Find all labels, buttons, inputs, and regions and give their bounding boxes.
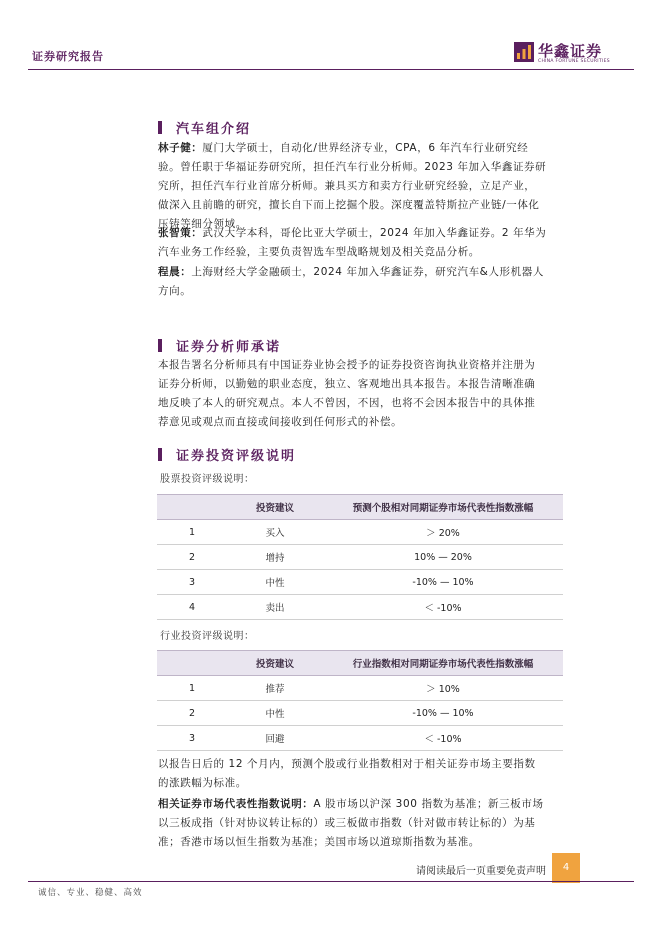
member-bio-1: 林子健：厦门大学硕士，自动化/世界经济专业，CPA，6 年汽车行业研究经 验。曾任职于华福证券研究所，担任汽车行业分析师。2023 年加入华鑫证券研 究所，担任汽车行业首席分析师。兼具买方和卖方行业研究经验，立足产业， 做深入且前瞻的研究，擅长自下而上挖掘个股。深度覆盖特斯拉产业链/一体化 压铸等细分领域。	[158, 142, 547, 230]
table-header-row: 投资建议 行业指数相对同期证券市场代表性指数涨幅	[157, 651, 563, 676]
page-number: 4	[552, 853, 580, 883]
industry-rating-caption: 行业投资评级说明：	[160, 631, 255, 642]
heading-bar	[158, 121, 162, 134]
table-row: 1 推荐 ＞ 10%	[157, 676, 563, 701]
member-name: 程晨：	[158, 266, 192, 278]
member-name: 张智策：	[158, 227, 203, 239]
member-bio-2: 张智策：武汉大学本科，哥伦比亚大学硕士，2024 年加入华鑫证券。2 年华为 汽车业务工作经验，主要负责智选车型战略规划及相关竞品分析。	[158, 227, 547, 258]
report-type-title: 证券研究报告	[32, 50, 104, 63]
member-name: 林子健：	[158, 142, 203, 154]
industry-rating-table	[157, 650, 563, 751]
table-row: 2 中性 -10% — 10%	[157, 701, 563, 726]
stock-rating-table	[157, 494, 563, 620]
commitment-text: 本报告署名分析师具有中国证券业协会授予的证券投资咨询执业资格并注册为 证券分析师，以勤勉的职业态度，独立、客观地出具本报告。本报告清晰准确 地反映了本人的研究观点。本人不曾因，不因，也将不会因本报告中的具体推 荐意见或观点而直接或间接收到任何形式的补偿。	[158, 359, 536, 428]
disclaimer-notice: 请阅读最后一页重要免责声明	[416, 866, 546, 877]
stock-rating-caption: 股票投资评级说明：	[160, 474, 255, 485]
index-note-label: 相关证券市场代表性指数说明：	[158, 798, 314, 810]
logo-mark-icon	[514, 42, 534, 62]
logo-english-name: CHINA FORTUNE SECURITIES	[538, 59, 610, 64]
member-bio-3: 程晨：上海财经大学金融硕士，2024 年加入华鑫证券，研究汽车&人形机器人 方向。	[158, 266, 544, 297]
footer-slogan: 诚信、专业、稳健、高效	[38, 888, 143, 898]
table-row: 3 回避 ＜ -10%	[157, 726, 563, 751]
footer-divider	[28, 881, 634, 882]
heading-bar	[158, 339, 162, 352]
index-note: 相关证券市场代表性指数说明：A 股市场以沪深 300 指数为基准；新三板市场 以三板成指（针对协议转让标的）或三板做市指数（针对做市转让标的）为基 准；香港市场以恒生指数为基准；美国市场以道琼斯指数为基准。	[158, 798, 544, 848]
rating-heading: 证券投资评级说明	[158, 445, 296, 464]
table-row: 1 买入 ＞ 20%	[157, 520, 563, 545]
company-logo	[514, 40, 634, 68]
table-row: 3 中性 -10% — 10%	[157, 570, 563, 595]
table-row: 4 卖出 ＜ -10%	[157, 595, 563, 620]
header-divider	[28, 69, 634, 70]
logo-chinese-name: 华鑫证券	[538, 42, 603, 60]
team-heading: 汽车组介绍	[158, 118, 251, 137]
heading-bar	[158, 448, 162, 461]
commitment-heading: 证券分析师承诺	[158, 336, 281, 355]
rating-note: 以报告日后的 12 个月内，预测个股或行业指数相对于相关证券市场主要指数 的涨跌幅为标准。	[158, 758, 536, 789]
table-row: 2 增持 10% — 20%	[157, 545, 563, 570]
table-header-row: 投资建议 预测个股相对同期证券市场代表性指数涨幅	[157, 495, 563, 520]
